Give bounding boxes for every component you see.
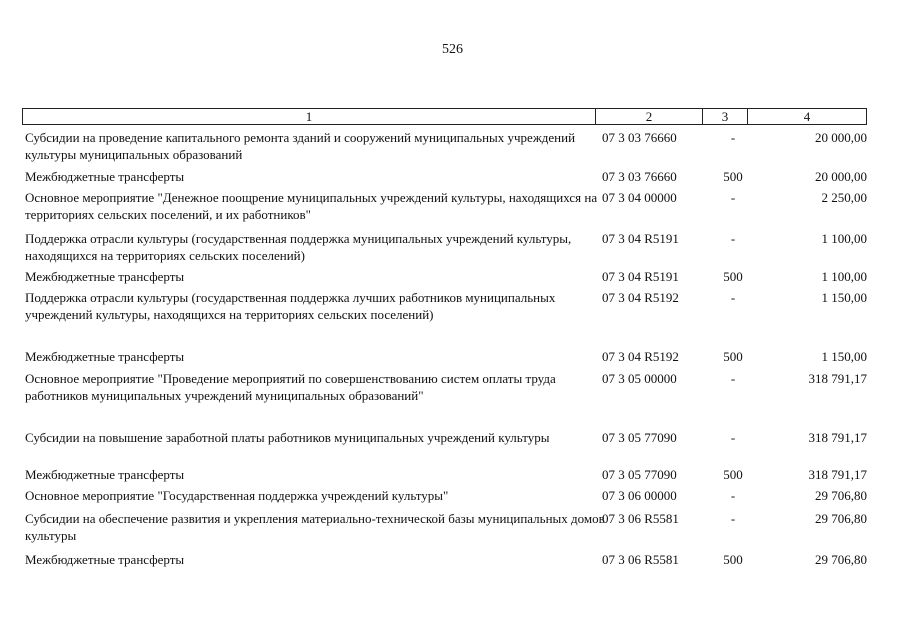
row-type: - <box>730 371 736 386</box>
row-amount: 318 791,17 <box>808 467 867 482</box>
header-col-3: 3 <box>721 109 729 124</box>
row-type: - <box>730 511 736 526</box>
row-description: Поддержка отрасли культуры (государственная поддержка лучших работников муниципальных учреждений культуры, находящихся на территориях сельских поселений) <box>25 290 556 322</box>
row-amount: 29 706,80 <box>815 552 867 567</box>
row-description: Поддержка отрасли культуры (государственная поддержка муниципальных учреждений культуры, находящихся на территориях сельских поселений) <box>25 231 572 263</box>
row-amount: 1 150,00 <box>821 290 867 305</box>
row-amount: 20 000,00 <box>815 169 867 184</box>
row-type: 500 <box>723 169 743 184</box>
row-type: - <box>730 231 736 246</box>
row-code: 07 3 04 R5191 <box>602 269 679 284</box>
row-type: 500 <box>723 467 743 482</box>
row-description: Основное мероприятие "Проведение мероприятий по совершенствованию систем оплаты труда работников муниципальных учреждений муниципальных образований" <box>25 371 556 403</box>
page-number: 526 <box>442 42 463 57</box>
row-amount: 318 791,17 <box>808 371 867 386</box>
row-amount: 1 100,00 <box>821 269 867 284</box>
header-col-2: 2 <box>645 109 653 124</box>
header-col-1: 1 <box>305 109 313 124</box>
row-description: Основное мероприятие "Государственная поддержка учреждений культуры" <box>25 488 449 503</box>
header-col-4: 4 <box>803 109 811 124</box>
row-description: Основное мероприятие "Денежное поощрение муниципальных учреждений культуры, находящихся на территориях сельских поселений, и их работников" <box>25 190 598 222</box>
row-amount: 318 791,17 <box>808 430 867 445</box>
row-type: - <box>730 130 736 145</box>
row-description: Субсидии на повышение заработной платы работников муниципальных учреждений культуры <box>25 430 550 445</box>
row-code: 07 3 04 R5192 <box>602 290 679 305</box>
row-description: Межбюджетные трансферты <box>25 169 185 184</box>
row-type: 500 <box>723 269 743 284</box>
row-code: 07 3 03 76660 <box>602 130 677 145</box>
row-code: 07 3 04 00000 <box>602 190 677 205</box>
row-description: Субсидии на обеспечение развития и укрепления материально-технической базы муниципальных домов культуры <box>25 511 605 543</box>
row-type: - <box>730 290 736 305</box>
row-code: 07 3 06 00000 <box>602 488 677 503</box>
row-code: 07 3 03 76660 <box>602 169 677 184</box>
row-code: 07 3 06 R5581 <box>602 511 679 526</box>
row-type: 500 <box>723 552 743 567</box>
row-code: 07 3 06 R5581 <box>602 552 679 567</box>
row-description: Межбюджетные трансферты <box>25 467 185 482</box>
row-amount: 2 250,00 <box>821 190 867 205</box>
table-header <box>22 108 867 125</box>
row-description: Межбюджетные трансферты <box>25 349 185 364</box>
row-code: 07 3 05 00000 <box>602 371 677 386</box>
row-code: 07 3 05 77090 <box>602 430 677 445</box>
row-description: Межбюджетные трансферты <box>25 269 185 284</box>
row-code: 07 3 05 77090 <box>602 467 677 482</box>
row-description: Межбюджетные трансферты <box>25 552 185 567</box>
row-type: - <box>730 488 736 503</box>
row-amount: 1 150,00 <box>821 349 867 364</box>
row-code: 07 3 04 R5192 <box>602 349 679 364</box>
row-amount: 1 100,00 <box>821 231 867 246</box>
row-type: - <box>730 190 736 205</box>
row-code: 07 3 04 R5191 <box>602 231 679 246</box>
row-amount: 20 000,00 <box>815 130 867 145</box>
row-amount: 29 706,80 <box>815 511 867 526</box>
row-description: Субсидии на проведение капитального ремонта зданий и сооружений муниципальных учреждений культуры муниципальных образований <box>25 130 576 162</box>
row-type: - <box>730 430 736 445</box>
row-type: 500 <box>723 349 743 364</box>
row-amount: 29 706,80 <box>815 488 867 503</box>
